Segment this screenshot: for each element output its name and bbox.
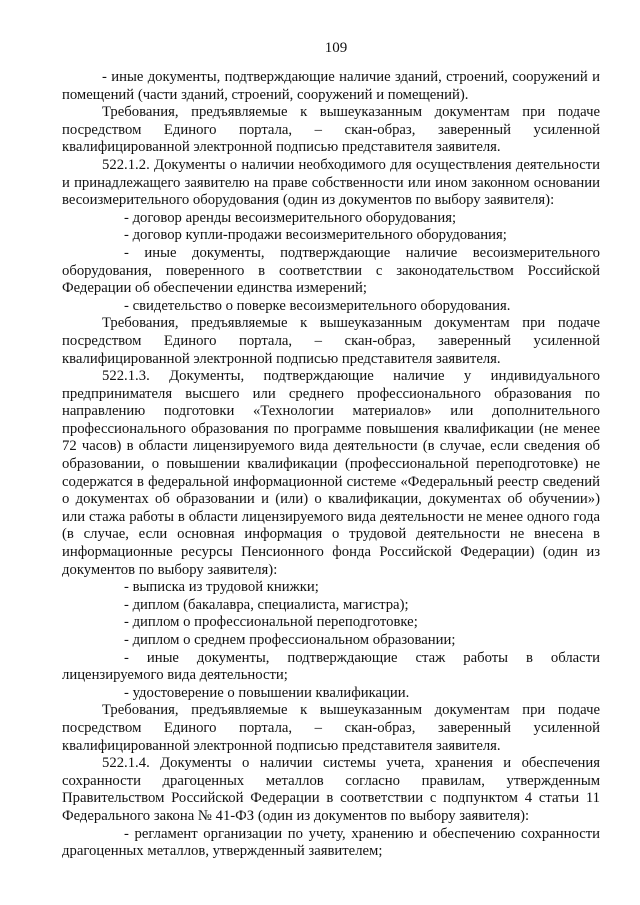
paragraph: - иные документы, подтверждающие наличие зданий, строений, сооружений и помещений (части зданий, строений, сооружений и помещений).: [62, 69, 600, 103]
list-item: - диплом о среднем профессиональном образовании;: [124, 632, 456, 648]
page-number: 109: [324, 40, 348, 56]
list-item: - иные документы, подтверждающие стаж работы в области лицензируемого вида деятельности;: [62, 649, 600, 684]
list-item: - диплом о профессиональной переподготовке;: [124, 614, 418, 631]
paragraph: 522.1.3. Документы, подтверждающие наличие у индивидуального предпринимателя высшего или среднего профессионального образования по направлению подготовки «Технологии материалов» или дополнительного профессионального образования по программе повышения квалификации (не менее 72 часов) в области лицензируемого вида деятельности (в случае, если сведения об образовании, о повышении квалификации (профессиональной переподготовке) не содержатся в федеральной информационной системе «Федеральный реестр сведений о документах об образовании и (или) о квалификации, документах об обучении») или стажа работы в области лицензируемого вида деятельности не менее одного года (в случае, если основная информация о трудовой деятельности не внесена в информационные ресурсы Пенсионного фонда Российской Федерации) (один из документов по выбору заявителя):: [62, 368, 600, 578]
list-item: - регламент организации по учету, хранению и обеспечению сохранности драгоценных металлов, утвержденный заявителем;: [62, 825, 600, 860]
list-item: - удостоверение о повышении квалификации.: [124, 684, 410, 701]
list-item: - договор аренды весоизмерительного оборудования;: [124, 209, 457, 226]
list-item: - диплом (бакалавра, специалиста, магистра);: [124, 596, 409, 613]
paragraph: Требования, предъявляемые к вышеуказанным документам при подаче посредством Единого портала, – скан-образ, заверенный усиленной квалифицированной электронной подписью представителя заявителя.: [62, 702, 600, 754]
paragraph: 522.1.2. Документы о наличии необходимого для осуществления деятельности и принадлежащего заявителю на праве собственности или ином законном основании весоизмерительного оборудования (один из документов по выбору заявителя):: [62, 156, 600, 209]
list-item: - договор купли-продажи весоизмерительного оборудования;: [124, 227, 507, 244]
document-body: [62, 69, 600, 861]
list-item: - выписка из трудовой книжки;: [124, 579, 319, 596]
list-item: - свидетельство о поверке весоизмерительного оборудования.: [124, 297, 511, 314]
list-item: - иные документы, подтверждающие наличие весоизмерительного оборудования, поверенного в соответствии с законодательством Российской Федерации об обеспечении единства измерений;: [62, 244, 600, 297]
paragraph: Требования, предъявляемые к вышеуказанным документам при подаче посредством Единого портала, – скан-образ, заверенный усиленной квалифицированной электронной подписью представителя заявителя.: [62, 104, 600, 156]
paragraph: 522.1.4. Документы о наличии системы учета, хранения и обеспечения сохранности драгоценных металлов согласно правилам, утвержденным Правительством Российской Федерации в соответствии с подпунктом 4 статьи 11 Федерального закона № 41-ФЗ (один из документов по выбору заявителя):: [62, 755, 600, 824]
paragraph: Требования, предъявляемые к вышеуказанным документам при подаче посредством Единого портала, – скан-образ, заверенный усиленной квалифицированной электронной подписью представителя заявителя.: [62, 315, 600, 367]
